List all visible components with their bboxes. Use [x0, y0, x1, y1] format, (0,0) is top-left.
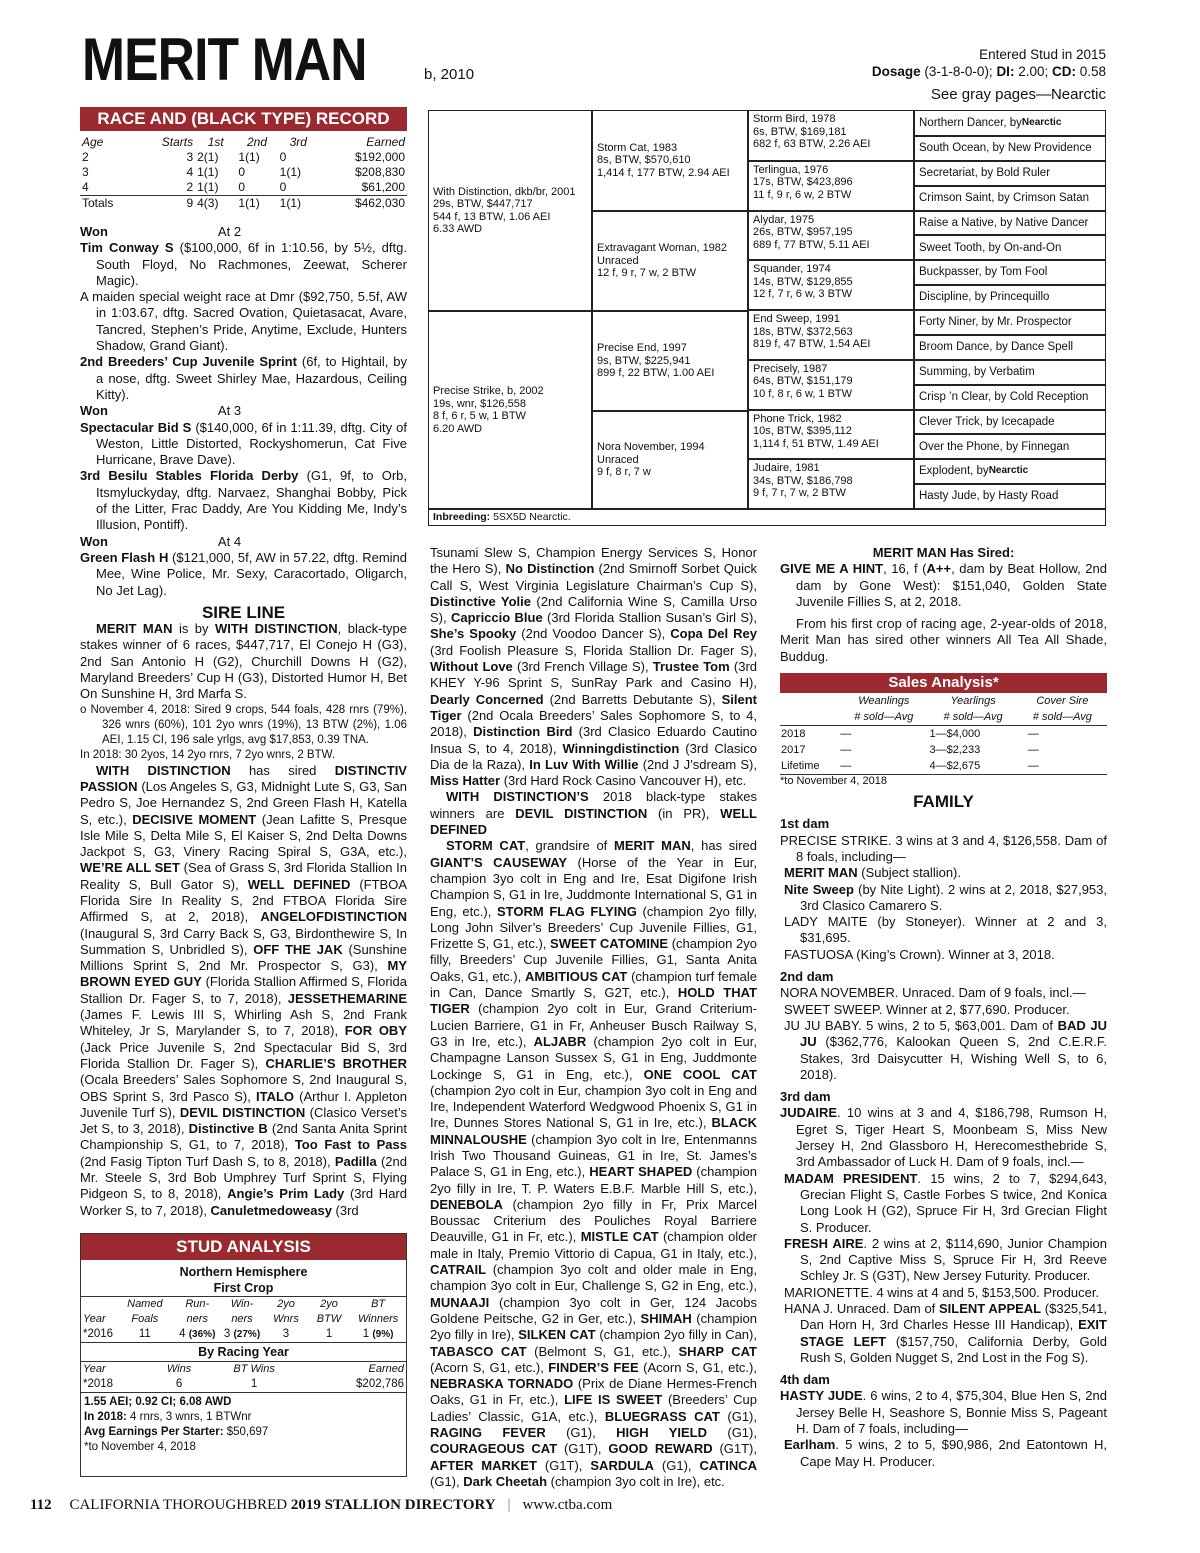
table-header: Age Starts 1st 2nd 3rd Earned: [82, 135, 405, 149]
fourth-dam-label: 4th dam: [780, 1372, 830, 1388]
win-entry: 2nd Breeders’ Cup Juvenile Sprint (6f, to Hightail, by a nose, dftg. Sweet Shirley Mae, Hazardous, Ceiling Kitty).: [80, 354, 407, 402]
pedigree-chart: [428, 110, 1106, 526]
website-link[interactable]: www.ctba.com: [522, 1497, 613, 1513]
header-info: [872, 46, 1106, 103]
third-dam-label: 3rd dam: [780, 1089, 831, 1105]
page-number: 112: [30, 1497, 52, 1513]
table-row: *2016 11 4 (36%) 3 (27%) 3 1 1 (9%): [81, 1327, 406, 1343]
table-header: Year Named Foals Run- ners Win- ners 2yo Wnrs 2yo BTW BT Winners: [83, 1298, 399, 1325]
sales-banner: Sales Analysis*: [780, 673, 1107, 693]
totals-row: Totals 9 4(3) 1(1) 1(1) $462,030: [82, 196, 405, 210]
pedigree-g3: Phone Trick, 1982 10s, BTW, $395,112 1,114 f, 51 BTW, 1.49 AEI: [748, 410, 914, 460]
first-dam-label: 1st dam: [780, 816, 830, 832]
hemisphere: Northern Hemisphere: [179, 1265, 308, 1279]
race-record-table: [80, 135, 407, 211]
pedigree-sire: With Distinction, dkb/br, 2001 29s, BTW, $447,717 544 f, 13 BTW, 1.06 AEI 6.33 AWD: [429, 111, 592, 311]
second-dam-label: 2nd dam: [780, 969, 834, 985]
pedigree-g3: Judaire, 1981 34s, BTW, $186,798 9 f, 7 r, 7 w, 2 BTW: [748, 459, 914, 509]
pedigree-g3: End Sweep, 1991 18s, BTW, $372,563 819 f, 47 BTW, 1.54 AEI: [748, 310, 914, 360]
stud-analysis: [80, 1233, 407, 1477]
pedigree-g2: Extravagant Woman, 1982 Unraced 12 f, 9 r, 7 w, 2 BTW: [592, 211, 748, 311]
pedigree-g4: Clever Trick, by Icecapade: [914, 410, 1105, 435]
pedigree-g2: Nora November, 1994 Unraced 9 f, 8 r, 7 w: [592, 411, 748, 509]
table-row: Lifetime — 4—$2,675 —: [780, 758, 1107, 775]
table-row: 4 2 1(1) 0 0 $61,200: [82, 180, 405, 194]
pedigree-g3: Alydar, 1975 26s, BTW, $957,195 689 f, 77 BTW, 5.11 AEI: [748, 211, 914, 261]
stud-summary: 1.55 AEI; 0.92 CI; 6.08 AWD In 2018: 4 rnrs, 3 wnrs, 1 BTWnr Avg Earnings Per Starter: $50,697 *to November 4, 2018: [84, 1396, 269, 1453]
pedigree-g4: Explodent, by Nearctic: [914, 459, 1105, 484]
table-header: Year Wins BT Wins Earned: [83, 1363, 404, 1375]
pedigree-g4: Over the Phone, by Finnegan: [914, 434, 1105, 459]
family-entry: NORA NOVEMBER. Unraced. Dam of 9 foals, incl.—: [780, 985, 1086, 1001]
by-racing-year: By Racing Year: [81, 1343, 406, 1362]
pedigree-g3: Terlingua, 1976 17s, BTW, $423,896 11 f, 9 r, 6 w, 2 BTW: [748, 161, 914, 211]
entered-stud: Entered Stud in 2015: [979, 47, 1106, 62]
family-entry: JU JU BABY. 5 wins, 2 to 5, $63,001. Dam of BAD JU JU ($362,776, Kalookan Queen S, 2nd C.E.R.F. Stakes, 3rd Daisycutter H, Wishing Well S, to 6, 2018).: [784, 1017, 1107, 1082]
right-column: [780, 545, 1107, 1470]
win-entry: A maiden special weight race at Dmr ($92,750, 5.5f, AW in 1:03.67, dftg. Sacred Ovation, Quietasacat, Avare, Tancred, Stephen’s Pride, Anytime, Exclude, Hunters Shadow, Grand Giant).: [80, 289, 407, 354]
first-crop-table: [81, 1297, 406, 1343]
sired-entry: GIVE ME A HINT, 16, f (A++, dam by Beat Hollow, 2nd dam by Gone West): $151,040, Golden State Juvenile Fillies S, at 2, 2018.: [780, 561, 1108, 609]
pedigree-g4: Raise a Native, by Native Dancer: [914, 211, 1105, 236]
pedigree-g4: Secretariat, by Bold Ruler: [914, 161, 1105, 186]
table-row: 2018 — 1—$4,000 —: [781, 728, 1039, 741]
pedigree-g4: Summing, by Verbatim: [914, 360, 1105, 385]
family-entry: SWEET SWEEP. Winner at 2, $77,690. Producer.: [784, 1001, 1070, 1017]
storm-cat-para: STORM CAT, grandsire of MERIT MAN, has sired GIANT’S CAUSEWAY (Horse of the Year in Eur, champion 3yo colt in Eng and Ire, Esat Digifone Irish Champion S, G1 in Ire, Juddmonte International S, G1 in Eng, etc.), STORM FLAG FLYING (champion 2yo filly, Long John Silver’s Breeders’ Cup Juvenile Fillies, G1, Frizette S, G1, etc.), SWEET CATOMINE (champion 2yo filly, Breeders’ Cup Juvenile Fillies, G1, Santa Anita Oaks, G1, etc.), AMBITIOUS CAT (champion turf female in Can, Dance Smartly S, G2T, etc.), HOLD THAT TIGER (champion 2yo colt in Eur, Grand Criterium-Lucien Barriere, G1 in Fr, Anheuser Busch Railway S, G3 in Ire, etc.), ALJABR (champion 2yo colt in Eur, Champagne Lanson Sussex S, G1 in Eng, Juddmonte Lockinge S, G1 in Eng, etc.), ONE COOL CAT (champion 2yo colt in Eur, champion 3yo colt in Eng and Ire, Independent Waterford Wedgwood Phoenix S, G1 in Ire, Dunnes Stores National S, G1 in Ire, etc.), BLACK MINNALOUSHE (champion 3yo colt in Ire, Entenmanns Irish Two Thousand Guineas, G1 in Ire, St. James’s Palace S, G1 in Eng, etc.), HEART SHAPED (champion 2yo filly in Ire, T. P. Waters E.B.F. Marble Hill S, etc.), DENEBOLA (champion 2yo filly in Fr, Prix Marcel Boussac Criterium des Pouliches Royal Barriere Deauville, G1 in Fr, etc.), MISTLE CAT (champion older male in Italy, Premio Vittorio di Capua, G1 in Italy, etc.), CATRAIL (champion 3yo colt and older male in Eng, champion 3yo colt in Eur, Challenge S, G2 in Eng, etc.), MUNAAJI (champion 3yo colt in Ger, 124 Jacobs Goldene Peitsche, G2 in Ger, etc.), SHIMAH (champion 2yo filly in Ire), SILKEN CAT (champion 2yo filly in Can), TABASCO CAT (Belmont S, G1, etc.), SHARP CAT (Acorn S, G1, etc.), FINDER’S FEE (Acorn S, G1, etc.), NEBRASKA TORNADO (Prix de Diane Hermes-French Oaks, G1 in Fr, etc.), LIFE IS SWEET (Breeders’ Cup Ladies’ Classic, G1A, etc.), BLUEGRASS CAT (G1), RAGING FEVER (G1), HIGH YIELD (G1), COURAGEOUS CAT (G1T), GOOD REWARD (G1T), AFTER MARKET (G1T), SARDULA (G1), CATINCA (G1), Dark Cheetah (champion 3yo colt in Ire), etc.: [430, 838, 758, 1489]
family-entry: JUDAIRE. 10 wins at 3 and 4, $186,798, Rumson H, Egret S, Tiger Heart S, Moonbeam S, Miss New Jersey H, 2nd Glassboro H, Herecomesthebride S, 3rd Ambassador of Luck H. Dam of 9 foals, incl.—: [780, 1105, 1107, 1170]
win-entry: Green Flash H ($121,000, 5f, AW in 57.22, dftg. Remind Mee, Wine Police, Mr. Sexy, Caracortado, Oligarch, No Jet Lag).: [80, 549, 408, 598]
family-entry: HANA J. Unraced. Dam of SILENT APPEAL ($325,541, Dan Horn H, 3rd Charles Hesse III Handicap), EXIT STAGE LEFT ($157,750, California Derby, Gold Rush S, Golden Nugget S, 2nd Lost in the Fog S).: [784, 1300, 1107, 1365]
won-at-3: Won At 3: [80, 403, 242, 419]
progeny-continued: Tsunami Slew S, Champion Energy Services S, Honor the Hero S), No Distinction (2nd Smirnoff Sorbet Quick Call S, West Virginia Legislature Chairman’s Cup S), Distinctive Yolie (2nd California Wine S, Camilla Urso S), Capriccio Blue (3rd Florida Stallion Susan’s Girl S), She’s Spooky (2nd Voodoo Dancer S), Copa Del Rey (3rd Foolish Pleasure S, Florida Stallion Dr. Fager S), Without Love (3rd French Village S), Trustee Tom (3rd KHEY Y-96 Sprint S, SunRay Park and Casino H), Dearly Concerned (2nd Barretts Debutante S), Silent Tiger (2nd Ocala Breeders’ Sales Sophomore S, to 4, 2018), Distinction Bird (3rd Clasico Eduardo Cautino Insua S, to 4, 2018), Winningdistinction (3rd Clasico Dia de la Raza), In Luv With Willie (2nd J J’sdream S), Miss Hatter (3rd Hard Rock Casino Vancouver H), etc.: [430, 545, 758, 789]
family-entry: PRECISE STRIKE. 3 wins at 3 and 4, $126,558. Dam of 8 foals, including—: [780, 832, 1107, 864]
gray-pages-note: See gray pages—Nearctic: [930, 86, 1106, 103]
inbreeding-note: Inbreeding: 5SX5D Nearctic.: [429, 509, 1105, 525]
family-entry: Nite Sweep (by Nite Light). 2 wins at 2, 2018, $27,953, 3rd Clasico Camarero S.: [784, 881, 1107, 913]
family-entry: Earlham. 5 wins, 2 to 5, $90,986, 2nd Eatontown H, Cape May H. Producer.: [784, 1437, 1107, 1469]
sire-progeny-para: WITH DISTINCTION has sired DISTINCTIV PASSION (Los Angeles S, G3, Midnight Lute S, G3, San Pedro S, Joe Hernandez S, 2nd Green Flash H, Katella S, etc.), DECISIVE MOMENT (Jean Lafitte S, Presque Isle Mile S, Delta Mile S, El Kaiser S, 2nd Delta Downs Jackpot S, G3, Vinery Racing Spiral S, G3A, etc.), WE’RE ALL SET (Sea of Grass S, 3rd Florida Stallion In Reality S, Bull Gator S), WELL DEFINED (FTBOA Florida Sire In Reality S, 2nd FTBOA Florida Sire Affirmed S, at 2, 2018), ANGELOFDISTINCTION (Inaugural S, 3rd Carry Back S, G3, Birdonthewire S, In Summation S, Unbridled S), OFF THE JAK (Sunshine Millions Sprint S, 2nd Mr. Prospector S, G3), MY BROWN EYED GUY (Florida Stallion Affirmed S, Florida Stallion Dr. Fager S, to 7, 2018), JESSETHEMARINE (James F. Lewis III S, Whirling Ash S, 2nd Frank Whiteley, Jr S, Marylander S, to 7, 2018), FOR OBY (Jack Price Juvenile S, 2nd Spectacular Bid S, 3rd Florida Stallion Dr. Fager S), CHARLIE’S BROTHER (Ocala Breeders’ Sales Sophomore S, 2nd Inaugural S, OBS Sprint S, 3rd Pasco S), ITALO (Arthur I. Appleton Juvenile Turf S), DEVIL DISTINCTION (Clasico Verset’s Jet S, to 3, 2018), Distinctive B (2nd Santa Anita Sprint Championship S, G1, to 7, 2018), Too Fast to Pass (2nd Fasig Tipton Turf Dash S, to 8, 2018), Padilla (2nd Mr. Steele S, 3rd Bob Umphrey Turf Sprint S, Flying Pidgeon S, to 8, 2018), Angie’s Prim Lady (3rd Hard Worker S, to 7, 2018), Canuletmedoweasy (3rd: [80, 762, 408, 1218]
race-record-banner: RACE AND (BLACK TYPE) RECORD: [80, 107, 407, 131]
table-row: *2018 6 1 $202,786: [81, 1377, 406, 1393]
family-entry: FRESH AIRE. 2 wins at 2, $114,690, Junior Champion S, 2nd Captive Miss S, Spruce Fir H, 3rd Reeve Schley Jr. S (G3T), New Jersey Futurity. Producer.: [784, 1235, 1107, 1284]
pedigree-g4: Forty Niner, by Mr. Prospector: [914, 310, 1105, 335]
stud-analysis-banner: STUD ANALYSIS: [81, 1234, 406, 1260]
win-entry: Tim Conway S ($100,000, 6f in 1:10.56, by 5½, dftg. South Floyd, No Rachmones, Zeewat, Scherer Magic).: [80, 240, 407, 288]
table-row: 3 4 1(1) 0 1(1) $208,830: [82, 165, 405, 179]
wins-section: [80, 224, 407, 1219]
pedigree-dam: Precise Strike, b, 2002 19s, wnr, $126,558 8 f, 6 r, 5 w, 1 BTW 6.20 AWD: [429, 311, 592, 509]
sire-2018: In 2018: 30 2yos, 14 2yo rnrs, 7 2yo wnrs, 2 BTW.: [80, 748, 336, 761]
table-row: 2017 — 3—$2,233 —: [781, 744, 1039, 757]
pedigree-g4: Buckpasser, by Tom Fool: [914, 260, 1105, 285]
table-header: Weanlings Yearlings Cover Sire: [858, 695, 1089, 708]
family-entry: LADY MAITE (by Stoneyer). Winner at 2 and 3, $31,695.: [784, 914, 1107, 946]
pedigree-g4: Discipline, by Princequillo: [914, 285, 1105, 310]
family-entry: MADAM PRESIDENT. 15 wins, 2 to 7, $294,643, Grecian Flight S, Castle Forbes S twice, 2nd Konica Long Look H (G2), Spruce Fir H, 3rd Grecian Flight S. Producer.: [784, 1170, 1107, 1235]
racing-year-table: [81, 1362, 406, 1393]
pedigree-g2: Precise End, 1997 9s, BTW, $225,941 899 f, 22 BTW, 1.00 AEI: [592, 311, 748, 411]
won-at-4: Won At 4: [80, 533, 242, 549]
family-entry: FASTUOSA (King’s Crown). Winner at 3, 2018.: [784, 946, 1055, 962]
family-entry: HASTY JUDE. 6 wins, 2 to 4, $75,304, Blue Hen S, 2nd Jersey Belle H, Seashore S, Bonnie Miss S, Pageant H. Dam of 7 foals, including—: [780, 1388, 1107, 1437]
race-record: [80, 107, 407, 211]
publication-name: CALIFORNIA THOROUGHBRED 2019 STALLION DIRECTORY: [69, 1497, 496, 1513]
dosage-line: Dosage (3-1-8-0-0); DI: 2.00; CD: 0.58: [871, 64, 1106, 79]
pedigree-g4: Northern Dancer, by Nearctic: [914, 111, 1105, 136]
color-year: b, 2010: [424, 66, 475, 83]
sire-stats: o November 4, 2018: Sired 9 crops, 544 foals, 428 rnrs (79%), 326 wnrs (60%), 101 2yo wnrs (19%), 13 BTW (2%), 1.06 AEI, 1.15 CI, 196 sale yrlgs, avg $17,853, 0.39 TNA.: [80, 703, 407, 746]
won-at-2: Won At 2: [80, 224, 242, 239]
sales-analysis: [780, 673, 1107, 788]
pedigree-g3: Squander, 1974 14s, BTW, $129,855 12 f, 7 r, 6 w, 3 BTW: [748, 260, 914, 310]
footer: [30, 1497, 612, 1514]
family-entry: MERIT MAN (Subject stallion).: [784, 865, 961, 881]
has-sired-heading: MERIT MAN Has Sired:: [872, 545, 1015, 560]
sire-line-para: MERIT MAN is by WITH DISTINCTION, black-type stakes winner of 6 races, $447,717, El Conejo H (G3), 2nd San Antonio H (G2), Churchill Downs H (G2), Maryland Breeders’ Cup H (G3), Distorted Humor H, Bet On Sunshine H, 3rd Marfa S.: [80, 621, 407, 702]
pedigree-g4: Broom Dance, by Dance Spell: [914, 335, 1105, 360]
bt-winners-2018: WITH DISTINCTION’S 2018 black-type stakes winners are DEVIL DISTINCTION (in PR), WELL DEFINED: [430, 789, 757, 838]
table-row: 2 3 2(1) 1(1) 0 $192,000: [82, 150, 405, 164]
pedigree-g4: Crimson Saint, by Crimson Satan: [914, 186, 1105, 211]
pedigree-g4: South Ocean, by New Providence: [914, 136, 1105, 161]
pedigree-g4: Crisp ’n Clear, by Cold Reception: [914, 385, 1105, 410]
middle-column: [430, 545, 757, 1490]
first-crop-note: From his first crop of racing age, 2-year-olds of 2018, Merit Man has sired other winners All Tea All Shade, Buddug.: [780, 616, 1107, 664]
family-heading: FAMILY: [913, 792, 974, 812]
sales-table: [780, 693, 1107, 775]
win-entry: 3rd Besilu Stables Florida Derby (G1, 9f, to Orb, Itsmyluckyday, dftg. Narvaez, Shanghai Bobby, Pick of the Litter, Frac Daddy, Are You Kidding Me, Indy’s Illusion, Pontiff).: [80, 468, 407, 533]
pedigree-g4: Sweet Tooth, by On-and-On: [914, 235, 1105, 260]
pedigree-g2: Storm Cat, 1983 8s, BTW, $570,610 1,414 f, 177 BTW, 2.94 AEI: [592, 111, 748, 211]
sire-line-heading: SIRE LINE: [201, 602, 286, 622]
footer-separator: |: [507, 1497, 511, 1513]
pedigree-g4: Hasty Jude, by Hasty Road: [914, 484, 1105, 509]
sales-note: *to November 4, 2018: [780, 775, 888, 788]
win-entry: Spectacular Bid S ($140,000, 6f in 1:11.39, dftg. City of Weston, Little Distorted, Rockyshomerun, Cat Five Hurricane, Brave Dave).: [80, 419, 408, 468]
pedigree-g3: Precisely, 1987 64s, BTW, $151,179 10 f, 8 r, 6 w, 1 BTW: [748, 360, 914, 410]
first-crop: First Crop: [81, 1280, 406, 1297]
pedigree-g3: Storm Bird, 1978 6s, BTW, $169,181 682 f, 63 BTW, 2.26 AEI: [748, 111, 914, 161]
family-entry: MARIONETTE. 4 wins at 4 and 5, $153,500. Producer.: [784, 1284, 1100, 1300]
table-subheader: # sold—Avg # sold—Avg # sold—Avg: [780, 709, 1107, 726]
stallion-name: MERIT MAN: [82, 26, 367, 93]
